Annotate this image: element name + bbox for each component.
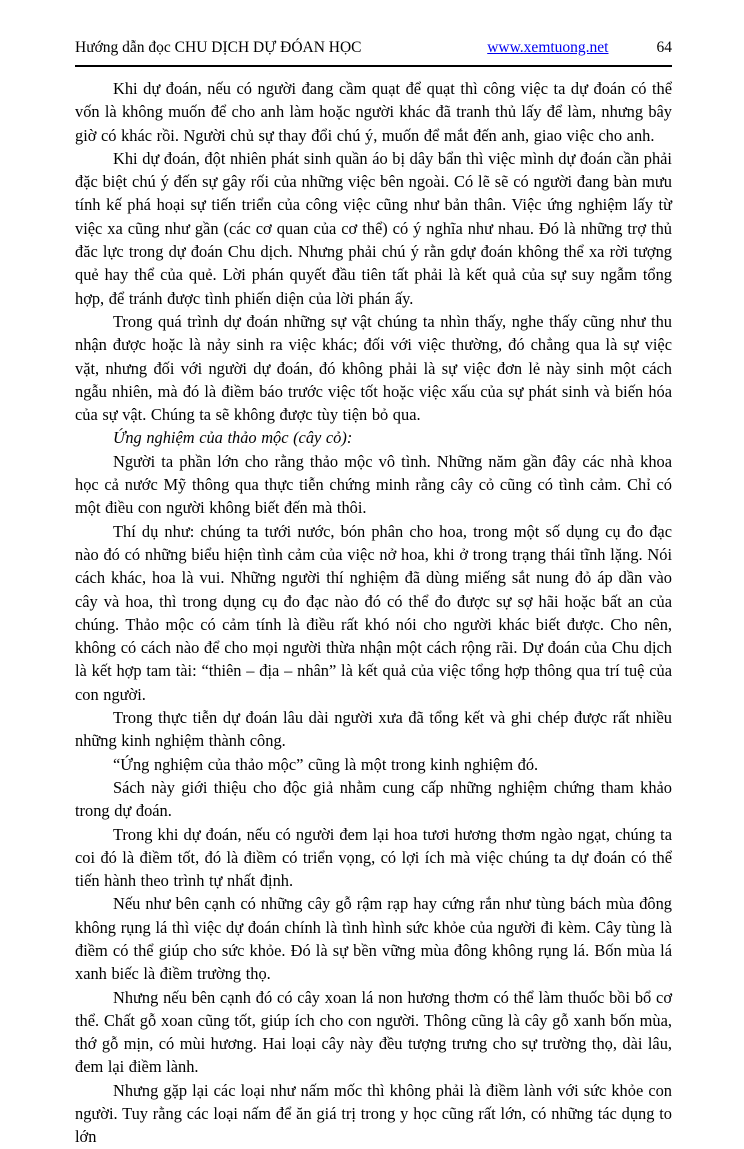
paragraph: Nếu như bên cạnh có những cây gỗ rậm rạp hay cứng rắn như tùng bách mùa đông không rụng lá thì việc dự đoán chính là tình hình sức khỏe của người đi kèm. Cây tùng là điềm có thể giúp cho sức khỏe. Đó là sự bền vững mùa đông không rụng lá. Bốn mùa lá xanh biếc là điềm trường thọ.: [75, 894, 672, 984]
document-body: [75, 77, 672, 1149]
paragraph: Khi dự đoán, đột nhiên phát sinh quần áo bị dây bẩn thì việc mình dự đoán cần phải đặc biệt chú ý đến sự gây rối của những việc bên ngoài. Có lẽ sẽ có người đang bàn mưu tính kế phá hoại sự tiến triển của công việc cũng như bản thân. Việc ứng nghiệm lấy từ việc xa cũng như gần (các cơ quan của cơ thể) có ý nghĩa như nhau. Đó là những trợ thủ đăc lực trong dự đoán Chu dịch. Nhưng phải chú ý rằn gdự đoán không thể xa rời tượng quẻ hay thể của quẻ. Lời phán quyết đầu tiên tất phải là kết quả của sự suy ngẫm tổng hợp, để tránh được tình phiến diện của lời phán ấy.: [75, 148, 672, 308]
paragraph: Nhưng gặp lại các loại như nấm mốc thì không phải là điềm lành với sức khỏe con người. Tuy rằng các loại nấm để ăn giá trị trong y học cũng rất lớn, có những tác dụng to lớn: [75, 1080, 672, 1147]
header-divider: [75, 65, 672, 67]
paragraph: “Ứng nghiệm của thảo mộc” cũng là một trong kinh nghiệm đó.: [113, 754, 539, 774]
header-website-link[interactable]: www.xemtuong.net: [487, 39, 609, 56]
paragraph: Trong quá trình dự đoán những sự vật chúng ta nhìn thấy, nghe thấy cũng như thu nhận được hoặc là nảy sinh ra việc khác; đối với việc thường, đó chẳng qua là sự việc vặt, nhưng đối với người dự đoán, đó không phải là sự việc đơn lẻ này sinh một cách ngẫu nhiên, mà đó là điềm báo trước việc tốt hoặc việc xấu của sự phát sinh và biến hóa của sự vật. Chúng ta sẽ không được tùy tiện bỏ qua.: [75, 311, 672, 425]
section-heading: Ứng nghiệm của thảo mộc (cây cỏ):: [113, 428, 353, 448]
paragraph: Sách này giới thiệu cho độc giả nhằm cung cấp những nghiệm chứng tham khảo trong dự đoán.: [75, 777, 672, 821]
header-title: Hướng dẫn đọc CHU DỊCH DỰ ĐÓAN HỌC: [75, 39, 362, 56]
page-header: [75, 38, 672, 58]
paragraph: Trong khi dự đoán, nếu có người đem lại hoa tươi hương thơm ngào ngạt, chúng ta coi đó là điềm tốt, đó là điềm có triển vọng, có lợi ích mà việc chúng ta dự đoán có thể tiến hành theo trình tự nhất định.: [75, 824, 672, 891]
paragraph: Khi dự đoán, nếu có người đang cầm quạt để quạt thì công việc ta dự đoán có thể vốn là không muốn để cho anh làm hoặc người khác đã tranh thủ lấy để làm, nhưng bây giờ có khác rồi. Người chủ sự thay đổi chú ý, muốn để mắt đến anh, giao việc cho anh.: [75, 79, 672, 145]
paragraph: Người ta phần lớn cho rằng thảo mộc vô tình. Những năm gần đây các nhà khoa học cả nước Mỹ thông qua thực tiễn chứng minh rằng cây cỏ cũng có tình cảm. Chỉ có một điều con người không biết đến mà thôi.: [75, 451, 672, 518]
paragraph: Nhưng nếu bên cạnh đó có cây xoan lá non hương thơm có thể làm thuốc bồi bổ cơ thể. Chất gỗ xoan cũng tốt, giúp ích cho con người. Thông cũng là cây gỗ xanh bốn mùa, thớ gỗ mịn, có mùi hương. Hai loại cây này đều tượng trưng cho sự trường thọ, dài lâu, đem lại điềm lành.: [75, 987, 672, 1077]
page-number: 64: [656, 39, 672, 56]
paragraph: Trong thực tiễn dự đoán lâu dài người xưa đã tổng kết và ghi chép được rất nhiều những kinh nghiệm thành công.: [75, 708, 672, 751]
paragraph: Thí dụ như: chúng ta tưới nước, bón phân cho hoa, trong một số dụng cụ đo đạc nào đó có những biểu hiện tình cảm của việc nở hoa, khi ở trong trạng thái tĩnh lặng. Nói cách khác, hoa là vui. Những người thí nghiệm đã dùng miếng sắt nung đỏ áp dần vào cây và hoa, thì trong dụng cụ đo đạc nào đó có thể đo được sự sợ hãi hoặc bất an của chúng. Thảo mộc có cảm tính là điều rất khó nói cho người khác biết được. Cho nên, không có cách nào để cho mọi người thừa nhận một cách rộng rãi. Dự đoán của Chu dịch là kết hợp tam tài: “thiên – địa – nhân” là kết quả của việc tổng hợp thông qua trí tuệ của con người.: [75, 521, 672, 704]
